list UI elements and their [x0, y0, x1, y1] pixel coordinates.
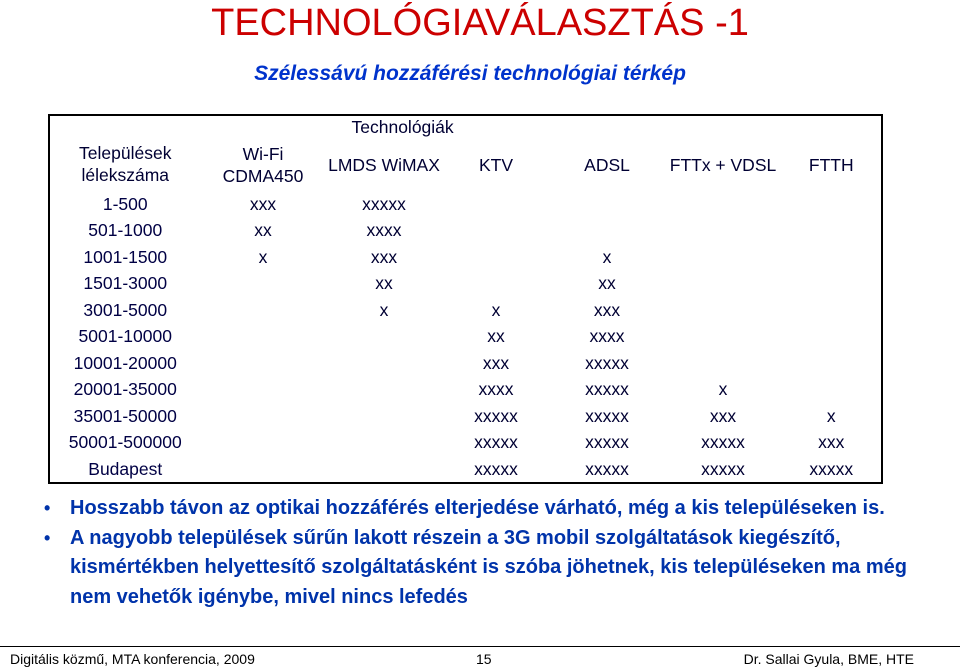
row-label: 5001-10000	[49, 324, 201, 351]
table-cell: xxx	[201, 191, 325, 218]
table-cell	[781, 324, 882, 351]
table-cell: xxxxx	[443, 430, 549, 457]
table-cell	[201, 297, 325, 324]
table-cell: xxxxx	[443, 456, 549, 483]
table-cell	[665, 244, 781, 271]
table-cell: x	[201, 244, 325, 271]
table-cell: xxxxx	[549, 350, 665, 377]
table-cell: xxxx	[325, 218, 443, 245]
table-cell	[325, 430, 443, 457]
row-label: 1001-1500	[49, 244, 201, 271]
table-cell: xx	[325, 271, 443, 298]
table-row	[49, 350, 882, 377]
table-cell	[665, 271, 781, 298]
table-cell: xxxxx	[549, 403, 665, 430]
row-label: Budapest	[49, 456, 201, 483]
table-cell	[201, 430, 325, 457]
bullet-list	[44, 494, 924, 612]
table-cell: xxxxx	[549, 430, 665, 457]
table-cell	[201, 377, 325, 404]
table-cell: xxx	[325, 244, 443, 271]
table-cell	[443, 191, 549, 218]
table-cell	[665, 324, 781, 351]
table-cell: xxxxx	[665, 456, 781, 483]
table-row	[49, 297, 882, 324]
bullet-item	[44, 494, 924, 524]
bullet-icon: •	[44, 498, 51, 518]
table-cell	[325, 350, 443, 377]
table-row	[49, 218, 882, 245]
table-cell: xxxx	[443, 377, 549, 404]
table-row	[49, 324, 882, 351]
column-header: KTV	[443, 139, 549, 191]
technology-table	[48, 114, 883, 484]
table-cell	[201, 350, 325, 377]
table-row	[49, 271, 882, 298]
bullet-text: A nagyobb települések sűrűn lakott részein a 3G mobil szolgáltatások kiegészítő, kismértékben helyettesítő szolgáltatásként is szóba jöhetnek, kis településeken ma még nem vehetők igénybe, mivel nincs lefedés	[70, 526, 907, 608]
table-cell: xxxx	[549, 324, 665, 351]
table-cell: x	[443, 297, 549, 324]
table-cell	[665, 350, 781, 377]
table-row	[49, 456, 882, 483]
table-cell	[781, 297, 882, 324]
footer-left: Digitális közmű, MTA konferencia, 2009	[10, 651, 255, 667]
table-cell	[201, 324, 325, 351]
column-header: FTTx + VDSL	[665, 139, 781, 191]
column-header: Wi-Fi CDMA450	[201, 139, 325, 191]
table-cell	[443, 244, 549, 271]
table-cell	[325, 377, 443, 404]
column-header: ADSL	[549, 139, 665, 191]
table-cell	[549, 191, 665, 218]
bullet-item	[44, 524, 924, 613]
table-cell	[781, 218, 882, 245]
column-header: LMDS WiMAX	[325, 139, 443, 191]
table-row	[49, 244, 882, 271]
table-cell: xxx	[665, 403, 781, 430]
row-label: 35001-50000	[49, 403, 201, 430]
table-cell: x	[325, 297, 443, 324]
table-row	[49, 430, 882, 457]
table-cell	[781, 191, 882, 218]
table-cell: x	[781, 403, 882, 430]
table-cell	[781, 244, 882, 271]
row-label: 50001-500000	[49, 430, 201, 457]
table-cell: xxxxx	[665, 430, 781, 457]
table-cell: xxx	[549, 297, 665, 324]
row-label: 1-500	[49, 191, 201, 218]
table-cell	[325, 403, 443, 430]
table-cell: x	[549, 244, 665, 271]
table-row	[49, 377, 882, 404]
table-cell	[325, 456, 443, 483]
table-cell: xxxxx	[443, 403, 549, 430]
table-cell	[781, 271, 882, 298]
table-cell: xxxxx	[549, 456, 665, 483]
table-cell	[201, 271, 325, 298]
table-cell	[549, 218, 665, 245]
table-cell: xx	[201, 218, 325, 245]
table-cell: x	[665, 377, 781, 404]
table-cell	[665, 218, 781, 245]
page-number: 15	[476, 651, 492, 667]
slide-title: TECHNOLÓGIAVÁLASZTÁS -1	[211, 2, 749, 44]
table-cell	[665, 191, 781, 218]
table-cell: xxx	[443, 350, 549, 377]
table-cell: xxxxx	[325, 191, 443, 218]
bullet-icon: •	[44, 527, 51, 548]
table-cell	[443, 218, 549, 245]
group-header: Technológiák	[201, 115, 882, 139]
row-label: 3001-5000	[49, 297, 201, 324]
table-cell: xx	[549, 271, 665, 298]
table-cell	[325, 324, 443, 351]
table-cell	[665, 297, 781, 324]
table-cell	[781, 377, 882, 404]
row-label: 1501-3000	[49, 271, 201, 298]
slide-subtitle: Szélessávú hozzáférési technológiai térkép	[254, 62, 686, 85]
table-row	[49, 403, 882, 430]
table-cell: xxxxx	[781, 456, 882, 483]
row-header: Települések lélekszáma	[49, 115, 201, 191]
table-cell: xx	[443, 324, 549, 351]
table-cell	[201, 456, 325, 483]
table-row	[49, 191, 882, 218]
row-label: 20001-35000	[49, 377, 201, 404]
row-label: 501-1000	[49, 218, 201, 245]
table-cell: xxxxx	[549, 377, 665, 404]
footer-divider	[0, 646, 960, 647]
table-cell	[201, 403, 325, 430]
bullet-text: Hosszabb távon az optikai hozzáférés elterjedése várható, még a kis településeken is.	[70, 497, 885, 519]
column-header: FTTH	[781, 139, 882, 191]
footer-right: Dr. Sallai Gyula, BME, HTE	[743, 651, 914, 667]
table-cell	[781, 350, 882, 377]
row-label: 10001-20000	[49, 350, 201, 377]
table-cell	[443, 271, 549, 298]
table-cell: xxx	[781, 430, 882, 457]
